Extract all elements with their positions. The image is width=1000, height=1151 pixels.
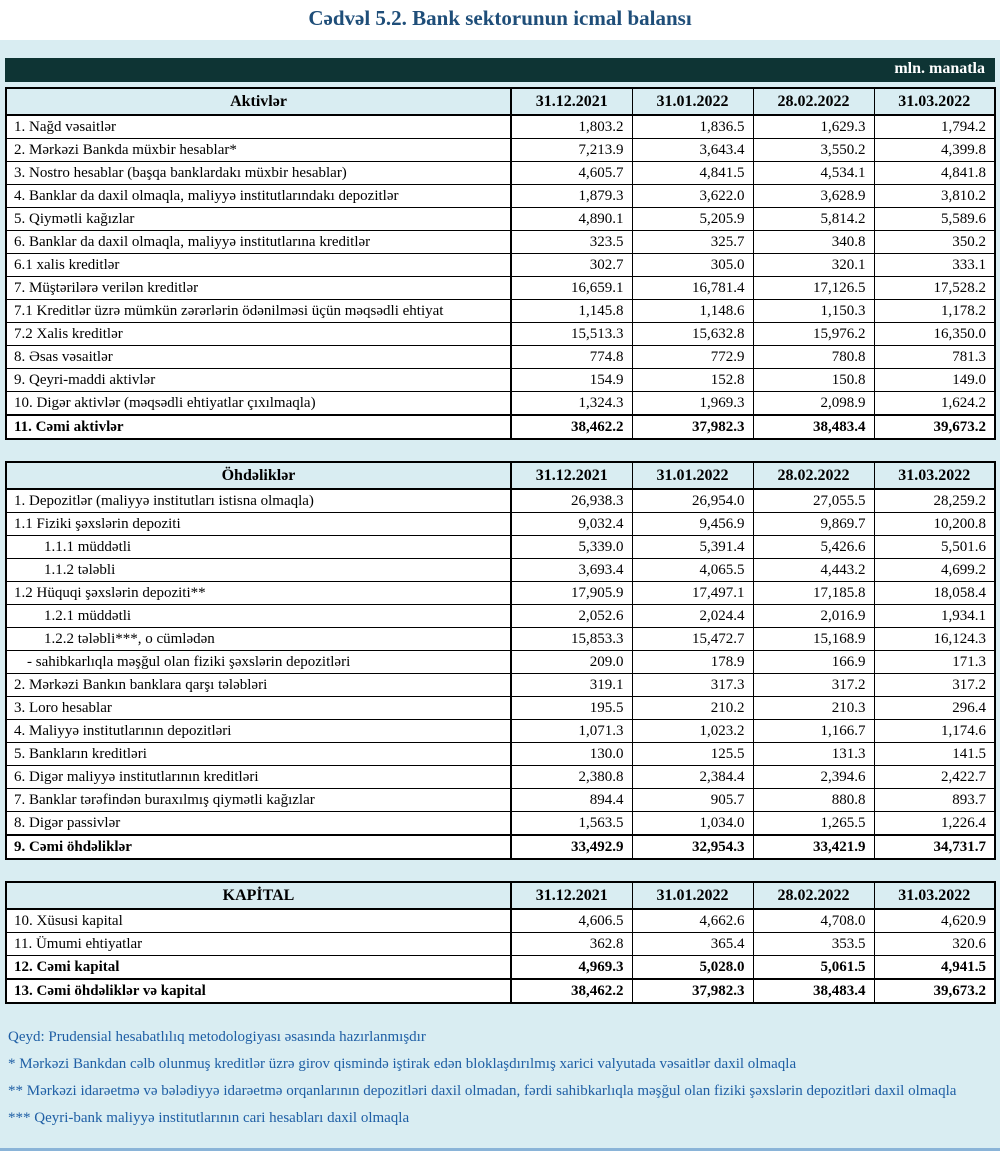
table-row	[6, 674, 995, 697]
row-label: 10. Digər aktivlər (məqsədli ehtiyatlar çıxılmaqla)	[6, 392, 511, 416]
cell-value: 320.6	[874, 933, 995, 956]
cell-value: 4,065.5	[632, 559, 753, 582]
row-label: 4. Banklar da daxil olmaqla, maliyyə institutlarındakı depozitlər	[6, 185, 511, 208]
cell-value: 9,456.9	[632, 513, 753, 536]
cell-value: 4,443.2	[753, 559, 874, 582]
row-label: 1. Nağd vəsaitlər	[6, 115, 511, 139]
cell-value: 4,841.8	[874, 162, 995, 185]
column-header-date: 31.03.2022	[874, 88, 995, 115]
cell-value: 15,976.2	[753, 323, 874, 346]
cell-value: 38,462.2	[511, 979, 632, 1003]
cell-value: 1,150.3	[753, 300, 874, 323]
cell-value: 33,492.9	[511, 835, 632, 859]
cell-value: 131.3	[753, 743, 874, 766]
cell-value: 1,265.5	[753, 812, 874, 836]
cell-value: 3,622.0	[632, 185, 753, 208]
row-label: 7.2 Xalis kreditlər	[6, 323, 511, 346]
cell-value: 305.0	[632, 254, 753, 277]
cell-value: 905.7	[632, 789, 753, 812]
column-header-date: 31.03.2022	[874, 462, 995, 489]
table-row	[6, 789, 995, 812]
cell-value: 16,124.3	[874, 628, 995, 651]
cell-value: 37,982.3	[632, 415, 753, 439]
cell-value: 1,794.2	[874, 115, 995, 139]
column-header-date: 31.12.2021	[511, 88, 632, 115]
table-row	[6, 582, 995, 605]
cell-value: 39,673.2	[874, 415, 995, 439]
cell-value: 28,259.2	[874, 489, 995, 513]
section-title-aktivler: Aktivlər	[6, 88, 511, 115]
table-row	[6, 489, 995, 513]
cell-value: 319.1	[511, 674, 632, 697]
column-header-date: 31.03.2022	[874, 882, 995, 909]
cell-value: 38,483.4	[753, 979, 874, 1003]
cell-value: 296.4	[874, 697, 995, 720]
footnote-line: *** Qeyri-bank maliyyə institutlarının cari hesabları daxil olmaqla	[8, 1110, 410, 1126]
cell-value: 17,528.2	[874, 277, 995, 300]
cell-value: 141.5	[874, 743, 995, 766]
content-area	[0, 40, 1000, 1151]
row-label: 1.2.2 tələbli***, o cümlədən	[6, 628, 511, 651]
cell-value: 317.2	[874, 674, 995, 697]
table-row	[6, 979, 995, 1003]
cell-value: 9,869.7	[753, 513, 874, 536]
cell-value: 15,853.3	[511, 628, 632, 651]
row-label: 9. Cəmi öhdəliklər	[6, 835, 511, 859]
row-label: 11. Ümumi ehtiyatlar	[6, 933, 511, 956]
header-row	[6, 462, 995, 489]
cell-value: 4,890.1	[511, 208, 632, 231]
cell-value: 1,629.3	[753, 115, 874, 139]
cell-value: 10,200.8	[874, 513, 995, 536]
table-row	[6, 933, 995, 956]
cell-value: 27,055.5	[753, 489, 874, 513]
table-row	[6, 559, 995, 582]
table-row	[6, 185, 995, 208]
cell-value: 5,391.4	[632, 536, 753, 559]
cell-value: 302.7	[511, 254, 632, 277]
cell-value: 149.0	[874, 369, 995, 392]
row-label: 7.1 Kreditlər üzrə mümkün zərərlərin ödənilməsi üçün məqsədli ehtiyat	[6, 300, 511, 323]
unit-bar	[5, 58, 995, 82]
table-row	[6, 346, 995, 369]
cell-value: 38,462.2	[511, 415, 632, 439]
cell-value: 1,166.7	[753, 720, 874, 743]
table-row	[6, 743, 995, 766]
row-label: 2. Mərkəzi Bankda müxbir hesablar*	[6, 139, 511, 162]
cell-value: 1,803.2	[511, 115, 632, 139]
table-row	[6, 766, 995, 789]
cell-value: 130.0	[511, 743, 632, 766]
cell-value: 4,620.9	[874, 909, 995, 933]
cell-value: 5,426.6	[753, 536, 874, 559]
cell-value: 32,954.3	[632, 835, 753, 859]
cell-value: 3,810.2	[874, 185, 995, 208]
cell-value: 1,071.3	[511, 720, 632, 743]
cell-value: 365.4	[632, 933, 753, 956]
table-row	[6, 139, 995, 162]
cell-value: 9,032.4	[511, 513, 632, 536]
cell-value: 1,879.3	[511, 185, 632, 208]
row-label: 4. Maliyyə institutlarının depozitləri	[6, 720, 511, 743]
cell-value: 39,673.2	[874, 979, 995, 1003]
cell-value: 362.8	[511, 933, 632, 956]
table-row	[6, 277, 995, 300]
cell-value: 1,969.3	[632, 392, 753, 416]
cell-value: 5,501.6	[874, 536, 995, 559]
cell-value: 781.3	[874, 346, 995, 369]
cell-value: 893.7	[874, 789, 995, 812]
row-label: 1.1 Fiziki şəxslərin depoziti	[6, 513, 511, 536]
cell-value: 15,632.8	[632, 323, 753, 346]
cell-value: 772.9	[632, 346, 753, 369]
row-label: 1.1.2 tələbli	[6, 559, 511, 582]
cell-value: 17,126.5	[753, 277, 874, 300]
cell-value: 4,605.7	[511, 162, 632, 185]
cell-value: 1,178.2	[874, 300, 995, 323]
table-aktivler	[5, 87, 996, 440]
cell-value: 2,098.9	[753, 392, 874, 416]
table-ohdelikler	[5, 461, 996, 860]
cell-value: 4,399.8	[874, 139, 995, 162]
row-label: - sahibkarlıqla məşğul olan fiziki şəxslərin depozitləri	[6, 651, 511, 674]
cell-value: 152.8	[632, 369, 753, 392]
cell-value: 210.3	[753, 697, 874, 720]
row-label: 5. Qiymətli kağızlar	[6, 208, 511, 231]
table-row	[6, 909, 995, 933]
column-header-date: 31.12.2021	[511, 882, 632, 909]
row-label: 3. Loro hesablar	[6, 697, 511, 720]
cell-value: 4,534.1	[753, 162, 874, 185]
row-label: 13. Cəmi öhdəliklər və kapital	[6, 979, 511, 1003]
cell-value: 2,380.8	[511, 766, 632, 789]
row-label: 8. Digər passivlər	[6, 812, 511, 836]
row-label: 5. Bankların kreditləri	[6, 743, 511, 766]
cell-value: 1,226.4	[874, 812, 995, 836]
header-row	[6, 882, 995, 909]
cell-value: 4,606.5	[511, 909, 632, 933]
column-header-date: 28.02.2022	[753, 882, 874, 909]
table-row	[6, 392, 995, 416]
column-header-date: 28.02.2022	[753, 462, 874, 489]
cell-value: 1,034.0	[632, 812, 753, 836]
cell-value: 5,814.2	[753, 208, 874, 231]
cell-value: 5,205.9	[632, 208, 753, 231]
cell-value: 38,483.4	[753, 415, 874, 439]
cell-value: 894.4	[511, 789, 632, 812]
cell-value: 4,708.0	[753, 909, 874, 933]
cell-value: 4,841.5	[632, 162, 753, 185]
cell-value: 3,550.2	[753, 139, 874, 162]
cell-value: 4,969.3	[511, 956, 632, 980]
cell-value: 3,693.4	[511, 559, 632, 582]
cell-value: 4,699.2	[874, 559, 995, 582]
section-title-kapital: KAPİTAL	[6, 882, 511, 909]
cell-value: 34,731.7	[874, 835, 995, 859]
row-label: 7. Banklar tərəfindən buraxılmış qiymətli kağızlar	[6, 789, 511, 812]
cell-value: 340.8	[753, 231, 874, 254]
cell-value: 7,213.9	[511, 139, 632, 162]
table-row	[6, 697, 995, 720]
row-label: 1.2 Hüquqi şəxslərin depoziti**	[6, 582, 511, 605]
cell-value: 150.8	[753, 369, 874, 392]
table-row	[6, 369, 995, 392]
cell-value: 15,472.7	[632, 628, 753, 651]
row-label: 1. Depozitlər (maliyyə institutları istisna olmaqla)	[6, 489, 511, 513]
cell-value: 320.1	[753, 254, 874, 277]
row-label: 12. Cəmi kapital	[6, 956, 511, 980]
cell-value: 178.9	[632, 651, 753, 674]
table-kapital	[5, 881, 996, 1004]
cell-value: 2,024.4	[632, 605, 753, 628]
cell-value: 26,938.3	[511, 489, 632, 513]
page-title: Cədvəl 5.2. Bank sektorunun icmal balansı	[0, 0, 1000, 40]
table-row	[6, 415, 995, 439]
cell-value: 33,421.9	[753, 835, 874, 859]
cell-value: 325.7	[632, 231, 753, 254]
cell-value: 16,659.1	[511, 277, 632, 300]
table-row	[6, 513, 995, 536]
cell-value: 350.2	[874, 231, 995, 254]
table-row	[6, 812, 995, 836]
cell-value: 880.8	[753, 789, 874, 812]
table-row	[6, 300, 995, 323]
cell-value: 5,589.6	[874, 208, 995, 231]
cell-value: 125.5	[632, 743, 753, 766]
cell-value: 4,662.6	[632, 909, 753, 933]
column-header-date: 31.12.2021	[511, 462, 632, 489]
table-row	[6, 115, 995, 139]
cell-value: 17,905.9	[511, 582, 632, 605]
cell-value: 18,058.4	[874, 582, 995, 605]
cell-value: 317.2	[753, 674, 874, 697]
table-row	[6, 323, 995, 346]
footnote-line: ** Mərkəzi idarəetmə və bələdiyyə idarəetmə orqanlarının depozitləri daxil olmadan, fərdi sahibkarlıqla məşğul olan fiziki şəxslərin depozitləri daxil olmaqla	[8, 1083, 957, 1099]
column-header-date: 31.01.2022	[632, 882, 753, 909]
cell-value: 4,941.5	[874, 956, 995, 980]
cell-value: 2,016.9	[753, 605, 874, 628]
cell-value: 154.9	[511, 369, 632, 392]
table-row	[6, 536, 995, 559]
table-row	[6, 720, 995, 743]
cell-value: 2,394.6	[753, 766, 874, 789]
cell-value: 210.2	[632, 697, 753, 720]
row-label: 1.1.1 müddətli	[6, 536, 511, 559]
cell-value: 37,982.3	[632, 979, 753, 1003]
table-row	[6, 651, 995, 674]
cell-value: 774.8	[511, 346, 632, 369]
row-label: 8. Əsas vəsaitlər	[6, 346, 511, 369]
unit-label: mln. manatla	[894, 60, 985, 77]
cell-value: 2,052.6	[511, 605, 632, 628]
cell-value: 1,148.6	[632, 300, 753, 323]
cell-value: 317.3	[632, 674, 753, 697]
cell-value: 3,643.4	[632, 139, 753, 162]
cell-value: 5,028.0	[632, 956, 753, 980]
row-label: 1.2.1 müddətli	[6, 605, 511, 628]
cell-value: 16,781.4	[632, 277, 753, 300]
table-row	[6, 254, 995, 277]
cell-value: 1,563.5	[511, 812, 632, 836]
cell-value: 166.9	[753, 651, 874, 674]
row-label: 11. Cəmi aktivlər	[6, 415, 511, 439]
tables-host	[5, 87, 995, 1004]
footnote-line: Qeyd: Prudensial hesabatlılıq metodologiyası əsasında hazırlanmışdır	[8, 1029, 426, 1045]
cell-value: 209.0	[511, 651, 632, 674]
table-row	[6, 956, 995, 980]
table-row	[6, 231, 995, 254]
cell-value: 1,934.1	[874, 605, 995, 628]
cell-value: 1,023.2	[632, 720, 753, 743]
cell-value: 17,185.8	[753, 582, 874, 605]
cell-value: 323.5	[511, 231, 632, 254]
row-label: 10. Xüsusi kapital	[6, 909, 511, 933]
cell-value: 15,168.9	[753, 628, 874, 651]
footnotes	[5, 1025, 995, 1128]
cell-value: 1,145.8	[511, 300, 632, 323]
cell-value: 2,384.4	[632, 766, 753, 789]
table-row	[6, 628, 995, 651]
row-label: 9. Qeyri-maddi aktivlər	[6, 369, 511, 392]
row-label: 7. Müştərilərə verilən kreditlər	[6, 277, 511, 300]
row-label: 6. Banklar da daxil olmaqla, maliyyə institutlarına kreditlər	[6, 231, 511, 254]
cell-value: 15,513.3	[511, 323, 632, 346]
cell-value: 16,350.0	[874, 323, 995, 346]
row-label: 6.1 xalis kreditlər	[6, 254, 511, 277]
table-row	[6, 208, 995, 231]
header-row	[6, 88, 995, 115]
cell-value: 5,061.5	[753, 956, 874, 980]
row-label: 3. Nostro hesablar (başqa banklardakı müxbir hesablar)	[6, 162, 511, 185]
column-header-date: 28.02.2022	[753, 88, 874, 115]
cell-value: 195.5	[511, 697, 632, 720]
row-label: 6. Digər maliyyə institutlarının kreditləri	[6, 766, 511, 789]
cell-value: 1,624.2	[874, 392, 995, 416]
cell-value: 5,339.0	[511, 536, 632, 559]
cell-value: 26,954.0	[632, 489, 753, 513]
column-header-date: 31.01.2022	[632, 88, 753, 115]
cell-value: 171.3	[874, 651, 995, 674]
row-label: 2. Mərkəzi Bankın banklara qarşı tələbləri	[6, 674, 511, 697]
cell-value: 1,174.6	[874, 720, 995, 743]
section-title-ohdelikler: Öhdəliklər	[6, 462, 511, 489]
footnote-line: * Mərkəzi Bankdan cəlb olunmuş kreditlər üzrə girov qismində iştirak edən bloklaşdırılmış xarici valyutada vəsaitlər daxil olmaqla	[8, 1056, 797, 1072]
cell-value: 3,628.9	[753, 185, 874, 208]
cell-value: 1,836.5	[632, 115, 753, 139]
column-header-date: 31.01.2022	[632, 462, 753, 489]
cell-value: 17,497.1	[632, 582, 753, 605]
cell-value: 2,422.7	[874, 766, 995, 789]
cell-value: 780.8	[753, 346, 874, 369]
table-row	[6, 835, 995, 859]
table-row	[6, 605, 995, 628]
cell-value: 1,324.3	[511, 392, 632, 416]
cell-value: 333.1	[874, 254, 995, 277]
cell-value: 353.5	[753, 933, 874, 956]
table-row	[6, 162, 995, 185]
